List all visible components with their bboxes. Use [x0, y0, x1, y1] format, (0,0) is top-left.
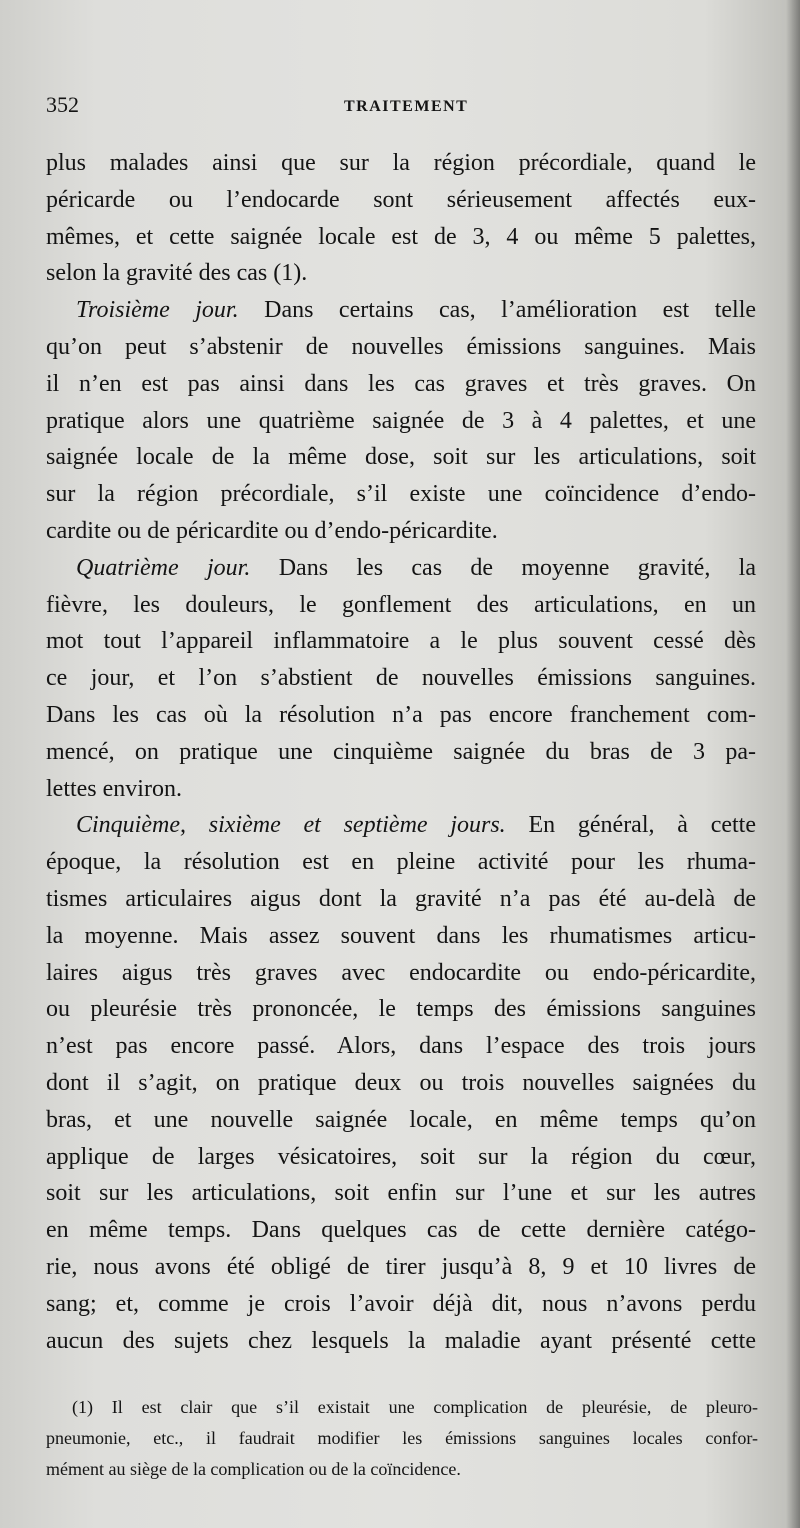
text-line: laires aigus très graves avec endocardite ou endo-péricardite, [46, 959, 756, 986]
footnote-line: pneumonie, etc., il faudrait modifier les émissions sanguines locales confor- [46, 1428, 758, 1448]
text-line: Dans les cas où la résolution n’a pas encore franchement com- [46, 701, 756, 728]
text-line: bras, et une nouvelle saignée locale, en même temps qu’on [46, 1106, 756, 1133]
section-heading-cinquieme: Cinquième, sixième et septième jours. [76, 812, 506, 839]
footnotes [46, 1392, 758, 1485]
text-line: en même temps. Dans quelques cas de cette dernière catégo- [46, 1217, 756, 1244]
text-line: selon la gravité des cas (1). [46, 260, 308, 287]
text-span: En général, à cette [528, 812, 756, 839]
text-line: péricarde ou l’endocarde sont sérieusement affectés eux- [46, 186, 756, 213]
section-heading-troisieme: Troisième jour. [76, 297, 239, 324]
running-head: TRAITEMENT [344, 98, 469, 115]
text-line: mêmes, et cette saignée locale est de 3, 4 ou même 5 palettes, [46, 223, 756, 250]
text-line: aucun des sujets chez lesquels la maladie ayant présenté cette [46, 1327, 756, 1354]
text-line: sang; et, comme je crois l’avoir déjà dit, nous n’avons perdu [46, 1290, 756, 1317]
page-header [46, 92, 758, 122]
body-text [46, 145, 756, 1359]
text-span: Dans certains cas, l’amélioration est telle [264, 297, 757, 324]
text-line: sur la région précordiale, s’il existe une coïncidence d’endo- [46, 481, 756, 508]
text-line: pratique alors une quatrième saignée de 3 à 4 palettes, et une [46, 407, 756, 434]
text-line: il n’en est pas ainsi dans les cas graves et très graves. On [46, 370, 756, 397]
text-line: qu’on peut s’abstenir de nouvelles émissions sanguines. Mais [46, 333, 756, 360]
text-line: lettes environ. [46, 775, 182, 802]
text-line: mot tout l’appareil inflammatoire a le plus souvent cessé dès [46, 628, 756, 655]
text-line: mencé, on pratique une cinquième saignée du bras de 3 pa- [46, 738, 756, 765]
text-line: tismes articulaires aigus dont la gravité n’a pas été au-delà de [46, 885, 756, 912]
text-line: plus malades ainsi que sur la région précordiale, quand le [46, 150, 756, 176]
footnote-line: mément au siège de la complication ou de la coïncidence. [46, 1459, 461, 1479]
text-line: époque, la résolution est en pleine activité pour les rhuma- [46, 849, 756, 876]
text-line: cardite ou de péricardite ou d’endo-péricardite. [46, 517, 498, 544]
text-line: fièvre, les douleurs, le gonflement des articulations, en un [46, 591, 756, 618]
text-line: dont il s’agit, on pratique deux ou trois nouvelles saignées du [46, 1069, 756, 1096]
text-span: Dans les cas de moyenne gravité, la [278, 554, 756, 581]
section-heading-quatrieme: Quatrième jour. [76, 554, 251, 581]
paragraph-line [46, 550, 756, 587]
page-edge-shadow [786, 0, 800, 1528]
text-line: applique de larges vésicatoires, soit sur la région du cœur, [46, 1143, 756, 1170]
text-line: ce jour, et l’on s’abstient de nouvelles émissions sanguines. [46, 665, 756, 692]
text-line: saignée locale de la même dose, soit sur les articulations, soit [46, 444, 756, 471]
text-line: soit sur les articulations, soit enfin sur l’une et sur les autres [46, 1180, 756, 1207]
paragraph-line [46, 807, 756, 844]
text-line: ou pleurésie très prononcée, le temps des émissions sanguines [46, 996, 756, 1023]
paragraph-line [46, 292, 756, 329]
text-line: rie, nous avons été obligé de tirer jusqu’à 8, 9 et 10 livres de [46, 1253, 756, 1280]
text-line: la moyenne. Mais assez souvent dans les rhumatismes articu- [46, 922, 756, 949]
page-number: 352 [46, 92, 79, 117]
footnote-line: (1) Il est clair que s’il existait une complication de pleurésie, de pleuro- [72, 1397, 758, 1417]
text-line: n’est pas encore passé. Alors, dans l’espace des trois jours [46, 1033, 756, 1060]
